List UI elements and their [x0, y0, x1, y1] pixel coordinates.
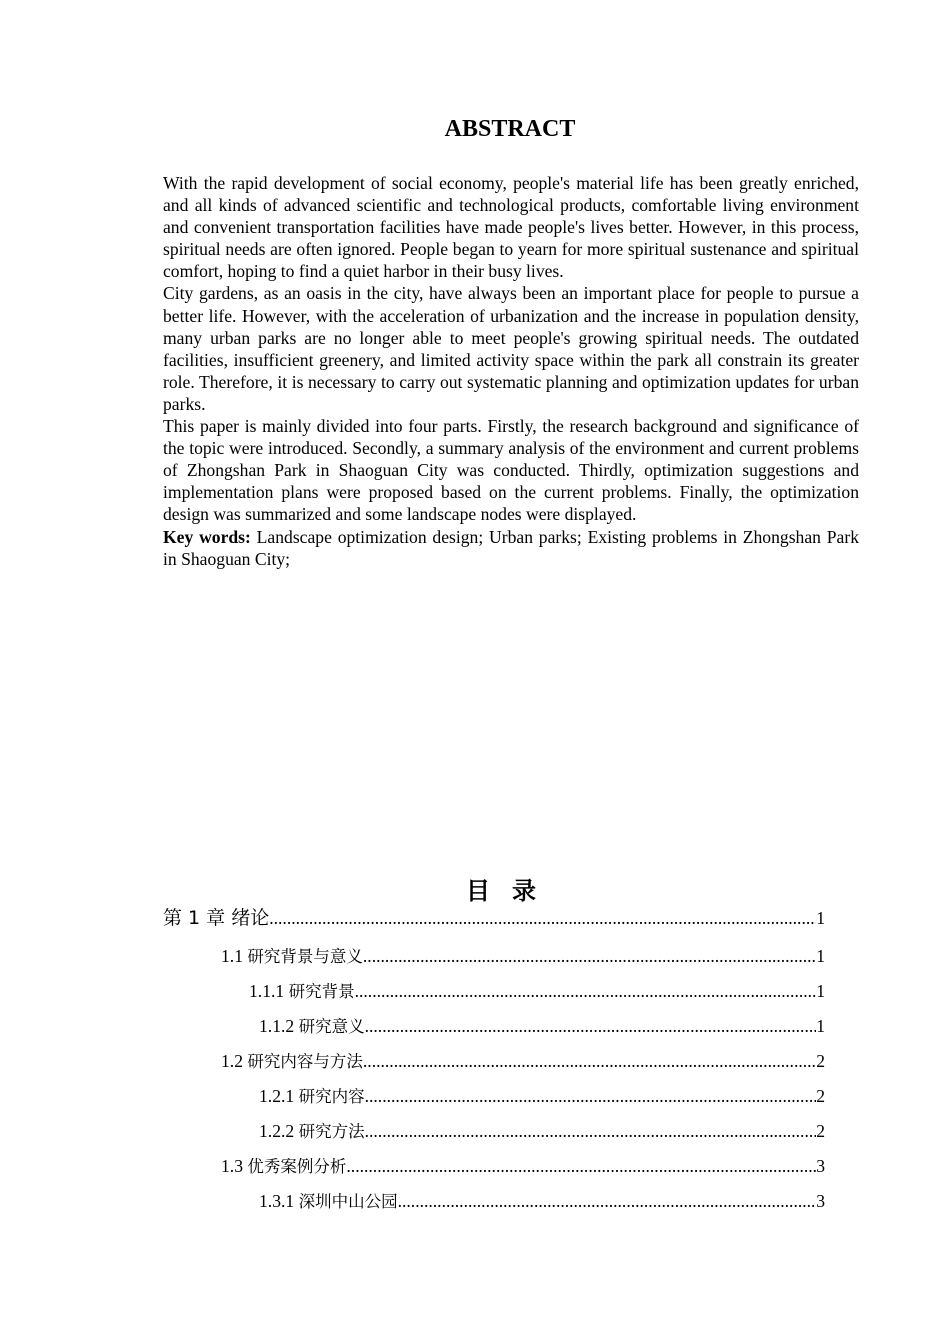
toc-entry-number: 第 1 章 [163, 907, 226, 929]
toc-entry-page: 2 [816, 1121, 825, 1141]
toc-entry-page: 1 [816, 1016, 825, 1036]
toc-dot-leader [398, 1189, 817, 1213]
toc-entry-title: 优秀案例分析 [247, 1157, 347, 1176]
toc-entry[interactable] [221, 944, 825, 969]
toc-dot-leader [355, 979, 817, 1003]
toc-entry-page: 1 [816, 946, 825, 966]
toc-entry-number: 1.1 [221, 946, 243, 966]
toc-dot-leader [269, 904, 816, 932]
abstract-body [163, 172, 859, 570]
keywords-text: Landscape optimization design; Urban parks; Existing problems in Zhongshan Park in Shaoguan City; [163, 526, 859, 569]
toc-entry[interactable] [249, 979, 825, 1004]
toc-dot-leader [346, 1154, 816, 1178]
toc-title: 目录 [466, 877, 558, 905]
toc-entry[interactable] [221, 1154, 825, 1179]
toc-entry[interactable] [259, 1014, 825, 1039]
toc-dot-leader [363, 944, 816, 968]
toc-entry[interactable] [259, 1119, 825, 1144]
toc-entry-title: 研究背景 [288, 982, 355, 1001]
toc-entry-title: 深圳中山公园 [298, 1192, 398, 1211]
toc-entry-title: 研究内容 [298, 1087, 365, 1106]
toc-dot-leader [365, 1119, 817, 1143]
toc-entry-number: 1.2 [221, 1051, 243, 1071]
toc-entry[interactable] [163, 904, 825, 932]
toc-entry-number: 1.2.2 [259, 1121, 295, 1141]
toc-entry[interactable] [259, 1084, 825, 1109]
toc-entry-number: 1.1.1 [249, 981, 285, 1001]
keywords-label: Key words: [163, 526, 251, 547]
toc-entry[interactable] [221, 1049, 825, 1074]
toc-entry-title: 绪论 [231, 907, 270, 929]
abstract-paragraph-1: With the rapid development of social economy, people's material life has been greatly enriched, and all kinds of advanced scientific and technological products, comfortable living environment and convenient transportation facilities have made people's lives better. However, in this process, spiritual needs are often ignored. People began to yearn for more spiritual sustenance and spiritual comfort, hoping to find a quiet harbor in their busy lives. [163, 173, 859, 282]
toc-entry-page: 3 [816, 1191, 825, 1211]
toc-entry-page: 2 [816, 1051, 825, 1071]
toc-dot-leader [363, 1049, 816, 1073]
abstract-title: ABSTRACT [444, 116, 576, 142]
toc-entry-title: 研究内容与方法 [247, 1052, 363, 1071]
toc-entry-number: 1.3.1 [259, 1191, 295, 1211]
toc-dot-leader [365, 1014, 817, 1038]
toc-dot-leader [365, 1084, 817, 1108]
toc-entry-title: 研究意义 [298, 1017, 365, 1036]
toc-entry-page: 1 [816, 908, 825, 928]
abstract-paragraph-3: This paper is mainly divided into four parts. Firstly, the research background and significance of the topic were introduced. Secondly, a summary analysis of the environment and current problems of Zhongshan Park in Shaoguan City was conducted. Thirdly, optimization suggestions and implementation plans were proposed based on the current problems. Finally, the optimization design was summarized and some landscape nodes were displayed. [163, 416, 859, 525]
toc-entry-number: 1.2.1 [259, 1086, 295, 1106]
keywords [163, 526, 859, 570]
abstract-paragraph-2: City gardens, as an oasis in the city, have always been an important place for people to pursue a better life. However, with the acceleration of urbanization and the increase in population density, many urban parks are no longer able to meet people's growing spiritual needs. The outdated facilities, insufficient greenery, and limited activity space within the park all constrain its greater role. Therefore, it is necessary to carry out systematic planning and optimization updates for urban parks. [163, 283, 859, 414]
toc-entry[interactable] [259, 1189, 825, 1214]
toc-entry-title: 研究方法 [298, 1122, 365, 1141]
toc-entry-page: 1 [816, 981, 825, 1001]
toc-entry-number: 1.3 [221, 1156, 243, 1176]
toc-entry-page: 2 [816, 1086, 825, 1106]
toc-entry-title: 研究背景与意义 [247, 947, 363, 966]
toc-entry-page: 3 [816, 1156, 825, 1176]
toc-entry-number: 1.1.2 [259, 1016, 295, 1036]
